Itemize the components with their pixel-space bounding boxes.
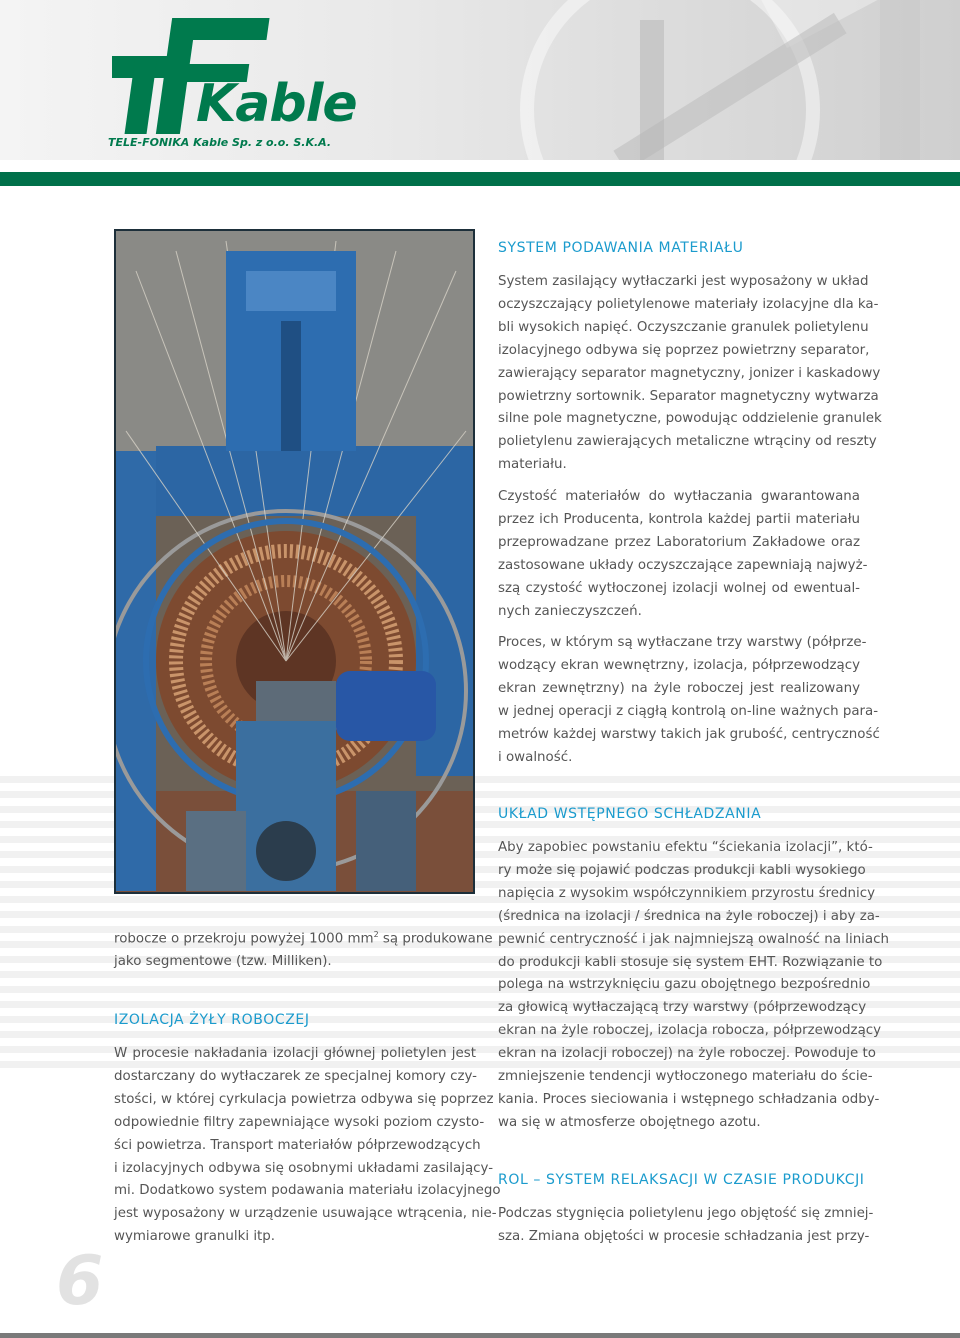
text-line: System zasilający wytłaczarki jest wyposażony w układ bbox=[498, 274, 869, 289]
text-line: silne pole magnetyczne, powodując oddzielenie granulek bbox=[498, 411, 882, 427]
heading-izolacja: IZOLACJA ŻYŁY ROBOCZEJ bbox=[114, 1012, 310, 1028]
text-line: sza. Zmiana objętości w procesie schładzania jest przy- bbox=[498, 1228, 870, 1244]
text-line: bli wysokich napięć. Oczyszczanie granulek polietylenu bbox=[498, 319, 869, 335]
text-line: przez ich Producenta, kontrola każdej partii materiału bbox=[498, 511, 860, 527]
text-line: oczyszczający polietylenowe materiały izolacyjne dla ka- bbox=[498, 296, 879, 312]
paragraph-system-1 bbox=[498, 271, 882, 477]
text-line: wodzący ekran wewnętrzny, izolacja, półprzewodzący bbox=[498, 657, 860, 673]
text-line: ry może się pojawić podczas produkcji kabli wysokiego bbox=[498, 862, 866, 878]
text-fragment: są produkowane bbox=[378, 931, 493, 947]
text-line: stości, w której cyrkulacja powietrza odbywa się poprzez bbox=[114, 1091, 494, 1107]
text-line: powietrzny sortownik. Separator magnetyczny wytwarza bbox=[498, 388, 879, 404]
text-line: materiału. bbox=[498, 457, 567, 473]
text-line: metrów każdej warstwy takich jak grubość, centryczność bbox=[498, 726, 880, 742]
text-line: polietylenu zawierających metaliczne wtrąciny od reszty bbox=[498, 434, 877, 450]
text-line: nych zanieczyszczeń. bbox=[498, 603, 642, 619]
paragraph-system-2 bbox=[498, 486, 868, 623]
heading-rol: ROL – SYSTEM RELAKSACJI W CZASIE PRODUKCJI bbox=[498, 1172, 865, 1188]
superscript: 2 bbox=[373, 930, 379, 939]
text-line: Proces, w którym są wytłaczane trzy warstwy (półprze- bbox=[498, 635, 867, 650]
logo-f-top bbox=[170, 18, 269, 40]
text-line: pewnić centryczność i jak najmniejszą owalność na liniach bbox=[498, 931, 889, 947]
text-line: za głowicą wytłaczającą trzy warstwy (półprzewodzący bbox=[498, 1000, 867, 1016]
paragraph-system-3 bbox=[498, 632, 880, 769]
text-line: (średnica na izolacji / średnica na żyle roboczej) i aby za- bbox=[498, 908, 880, 924]
header-background-shape bbox=[640, 20, 664, 160]
page-number: 6 bbox=[56, 1242, 104, 1321]
text-line: zastosowane układy oczyszczające zapewniają najwyż- bbox=[498, 557, 868, 573]
text-line: i owalność. bbox=[498, 749, 573, 765]
text-fragment: robocze o przekroju powyżej 1000 mm bbox=[114, 931, 374, 947]
text-line: zawierający separator magnetyczny, jonizer i kaskadowy bbox=[498, 365, 881, 381]
text-line: i izolacyjnych odbywa się osobnymi układami zasilający- bbox=[114, 1160, 494, 1176]
header-green-band bbox=[0, 172, 960, 186]
text-line: wa się w atmosferze obojętnego azotu. bbox=[498, 1114, 761, 1130]
text-line: ekran na żyle roboczej, izolacja robocza, półprzewodzący bbox=[498, 1023, 882, 1039]
text-line: polega na wstrzyknięciu gazu obojętnego bezpośrednio bbox=[498, 977, 871, 993]
text-line: izolacyjnego odbywa się poprzez powietrzny separator, bbox=[498, 342, 870, 358]
text-line: napięcia z wysokim współczynnikiem przyrostu średnicy bbox=[498, 885, 876, 901]
paragraph-insulation bbox=[114, 1043, 501, 1249]
logo-word: Kable bbox=[196, 74, 357, 134]
text-line: wymiarowe granulki itp. bbox=[114, 1229, 276, 1245]
paragraph-left-intro bbox=[114, 924, 493, 974]
company-logo bbox=[106, 16, 357, 152]
text-line: Podczas stygnięcia polietylenu jego objętość się zmniej- bbox=[498, 1206, 874, 1221]
text-line: dostarczany do wytłaczarek ze specjalnej komory czy- bbox=[114, 1068, 477, 1084]
text-line: do produkcji kabli stosuje się system EHT. Rozwiązanie to bbox=[498, 954, 883, 970]
text-line: jest wyposażony w urządzenie usuwające wtrącenia, nie- bbox=[114, 1206, 497, 1222]
text-line: ekran na izolacji roboczej) na żyle roboczej. Powoduje to bbox=[498, 1046, 876, 1062]
text-line: ekran zewnętrzny) na żyle roboczej jest realizowany bbox=[498, 680, 860, 696]
machine-illustration bbox=[116, 231, 473, 892]
text-line: zmniejszenie tendencji wytłoczonego materiału do ście- bbox=[498, 1069, 873, 1085]
paragraph-rol bbox=[498, 1203, 874, 1249]
text-line: jako segmentowe (tzw. Milliken). bbox=[114, 954, 332, 970]
header-divider bbox=[0, 160, 960, 172]
logo-subtitle: TELE-FONIKA Kable Sp. z o.o. S.K.A. bbox=[108, 136, 332, 149]
heading-uklad-schladzania: UKŁAD WSTĘPNEGO SCHŁADZANIA bbox=[498, 806, 762, 822]
text-line: Czystość materiałów do wytłaczania gwarantowana bbox=[498, 489, 860, 504]
header-background-shape bbox=[880, 0, 920, 160]
text-line: kania. Proces sieciowania i wstępnego schładzania odby- bbox=[498, 1091, 880, 1107]
text-line: mi. Dodatkowo system podawania materiału izolacyjnego bbox=[114, 1183, 501, 1199]
text-line: przeprowadzane przez Laboratorium Zakładowe oraz bbox=[498, 534, 860, 550]
text-line: Aby zapobiec powstaniu efektu “ściekania izolacji”, któ- bbox=[498, 840, 873, 855]
text-line bbox=[114, 924, 493, 951]
cable-stranding-machine-photo bbox=[114, 229, 475, 894]
text-line: W procesie nakładania izolacji głównej polietylen jest bbox=[114, 1046, 476, 1061]
header-banner bbox=[0, 0, 960, 160]
text-line: ści powietrza. Transport materiałów półprzewodzących bbox=[114, 1137, 481, 1153]
text-line: w jednej operacji z ciągłą kontrolą on-line ważnych para- bbox=[498, 703, 879, 719]
heading-system-podawania: SYSTEM PODAWANIA MATERIAŁU bbox=[498, 240, 744, 256]
footer-line bbox=[0, 1333, 960, 1338]
text-line: szą czystość wytłoczonej izolacji wolnej od ewentual- bbox=[498, 580, 860, 596]
paragraph-cooling bbox=[498, 837, 889, 1135]
text-line: odpowiednie filtry zapewniające wysoki poziom czysto- bbox=[114, 1114, 485, 1130]
